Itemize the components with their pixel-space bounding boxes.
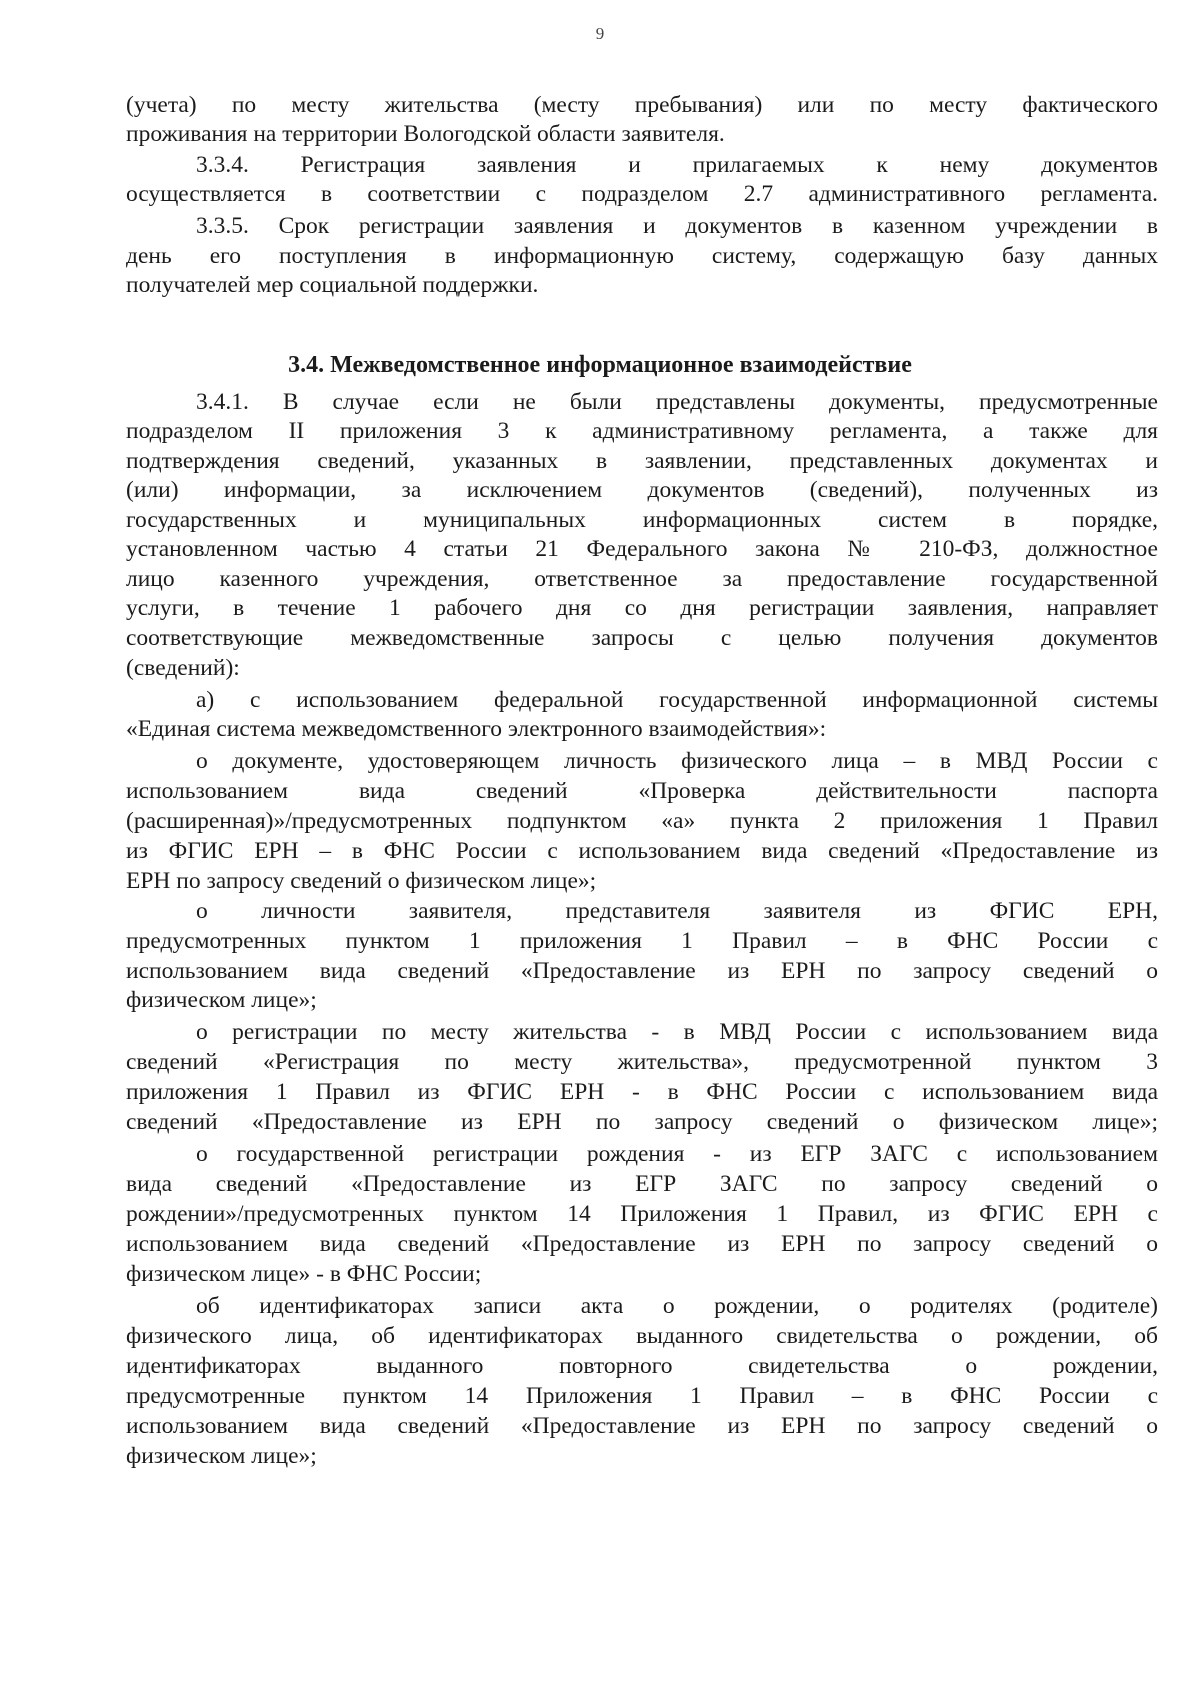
text-line: физическом лице»; bbox=[126, 987, 317, 1013]
text-line: ЕРН по запросу сведений о физическом лице»; bbox=[126, 868, 597, 894]
text-line: рождении»/предусмотренных пунктом 14 Приложения 1 Правил, из ФГИС ЕРН с bbox=[126, 1201, 1158, 1227]
text-line: предусмотренные пунктом 14 Приложения 1 Правил – в ФНС России с bbox=[126, 1383, 1158, 1409]
text-line: 3.3.4. Регистрация заявления и прилагаемых к нему документов bbox=[196, 152, 1158, 178]
text-line: использованием вида сведений «Предоставление из ЕРН по запросу сведений о bbox=[126, 1231, 1158, 1257]
text-line: а) с использованием федеральной государственной информационной системы bbox=[196, 687, 1158, 713]
text-line: (или) информации, за исключением документов (сведений), полученных из bbox=[126, 477, 1158, 503]
text-line: о личности заявителя, представителя заявителя из ФГИС ЕРН, bbox=[196, 898, 1158, 924]
text-line: использованием вида сведений «Проверка действительности паспорта bbox=[126, 778, 1158, 804]
text-line: 3.4.1. В случае если не были представлены документы, предусмотренные bbox=[196, 389, 1158, 415]
text-line: физическом лице»; bbox=[126, 1443, 317, 1469]
text-line: 3.3.5. Срок регистрации заявления и документов в казенном учреждении в bbox=[196, 213, 1158, 239]
text-line: идентификаторах выданного повторного свидетельства о рождении, bbox=[126, 1353, 1158, 1379]
section-heading: 3.4. Межведомственное информационное взаимодействие bbox=[288, 352, 912, 378]
text-line: (сведений): bbox=[126, 655, 240, 681]
text-line: лицо казенного учреждения, ответственное за предоставление государственной bbox=[126, 566, 1158, 592]
text-line: осуществляется в соответствии с подразделом 2.7 административного регламента. bbox=[126, 181, 1158, 207]
text-line: (расширенная)»/предусмотренных подпунктом «а» пункта 2 приложения 1 Правил bbox=[126, 808, 1158, 834]
text-line: физического лица, об идентификаторах выданного свидетельства о рождении, об bbox=[126, 1323, 1158, 1349]
text-line: о документе, удостоверяющем личность физического лица – в МВД России с bbox=[196, 748, 1158, 774]
text-line: услуги, в течение 1 рабочего дня со дня регистрации заявления, направляет bbox=[126, 595, 1158, 621]
text-line: государственных и муниципальных информационных систем в порядке, bbox=[126, 507, 1158, 533]
page-number: 9 bbox=[595, 24, 605, 43]
text-line: установленном частью 4 статьи 21 Федерального закона № 210-ФЗ, должностное bbox=[126, 536, 1158, 562]
text-line: подразделом II приложения 3 к административному регламента, а также для bbox=[126, 418, 1158, 444]
text-line: получателей мер социальной поддержки. bbox=[126, 272, 539, 298]
text-line: сведений «Регистрация по месту жительства», предусмотренной пунктом 3 bbox=[126, 1049, 1158, 1075]
text-line: сведений «Предоставление из ЕРН по запросу сведений о физическом лице»; bbox=[126, 1109, 1158, 1135]
text-line: из ФГИС ЕРН – в ФНС России с использованием вида сведений «Предоставление из bbox=[126, 838, 1158, 864]
text-line: день его поступления в информационную систему, содержащую базу данных bbox=[126, 243, 1158, 269]
text-line: подтверждения сведений, указанных в заявлении, представленных документах и bbox=[126, 448, 1158, 474]
text-line: «Единая система межведомственного электронного взаимодействия»: bbox=[126, 716, 827, 742]
text-line: соответствующие межведомственные запросы с целью получения документов bbox=[126, 625, 1158, 651]
text-line: (учета) по месту жительства (месту пребывания) или по месту фактического bbox=[126, 92, 1158, 118]
text-line: вида сведений «Предоставление из ЕГР ЗАГС по запросу сведений о bbox=[126, 1171, 1158, 1197]
text-line: физическом лице» - в ФНС России; bbox=[126, 1261, 482, 1287]
text-line: о государственной регистрации рождения - из ЕГР ЗАГС с использованием bbox=[196, 1141, 1158, 1167]
text-line: предусмотренных пунктом 1 приложения 1 Правил – в ФНС России с bbox=[126, 928, 1158, 954]
text-line: проживания на территории Вологодской области заявителя. bbox=[126, 121, 725, 147]
text-line: приложения 1 Правил из ФГИС ЕРН - в ФНС России с использованием вида bbox=[126, 1079, 1158, 1105]
text-line: использованием вида сведений «Предоставление из ЕРН по запросу сведений о bbox=[126, 1413, 1158, 1439]
text-line: о регистрации по месту жительства - в МВД России с использованием вида bbox=[196, 1019, 1158, 1045]
text-line: об идентификаторах записи акта о рождении, о родителях (родителе) bbox=[196, 1293, 1158, 1319]
text-line: использованием вида сведений «Предоставление из ЕРН по запросу сведений о bbox=[126, 958, 1158, 984]
